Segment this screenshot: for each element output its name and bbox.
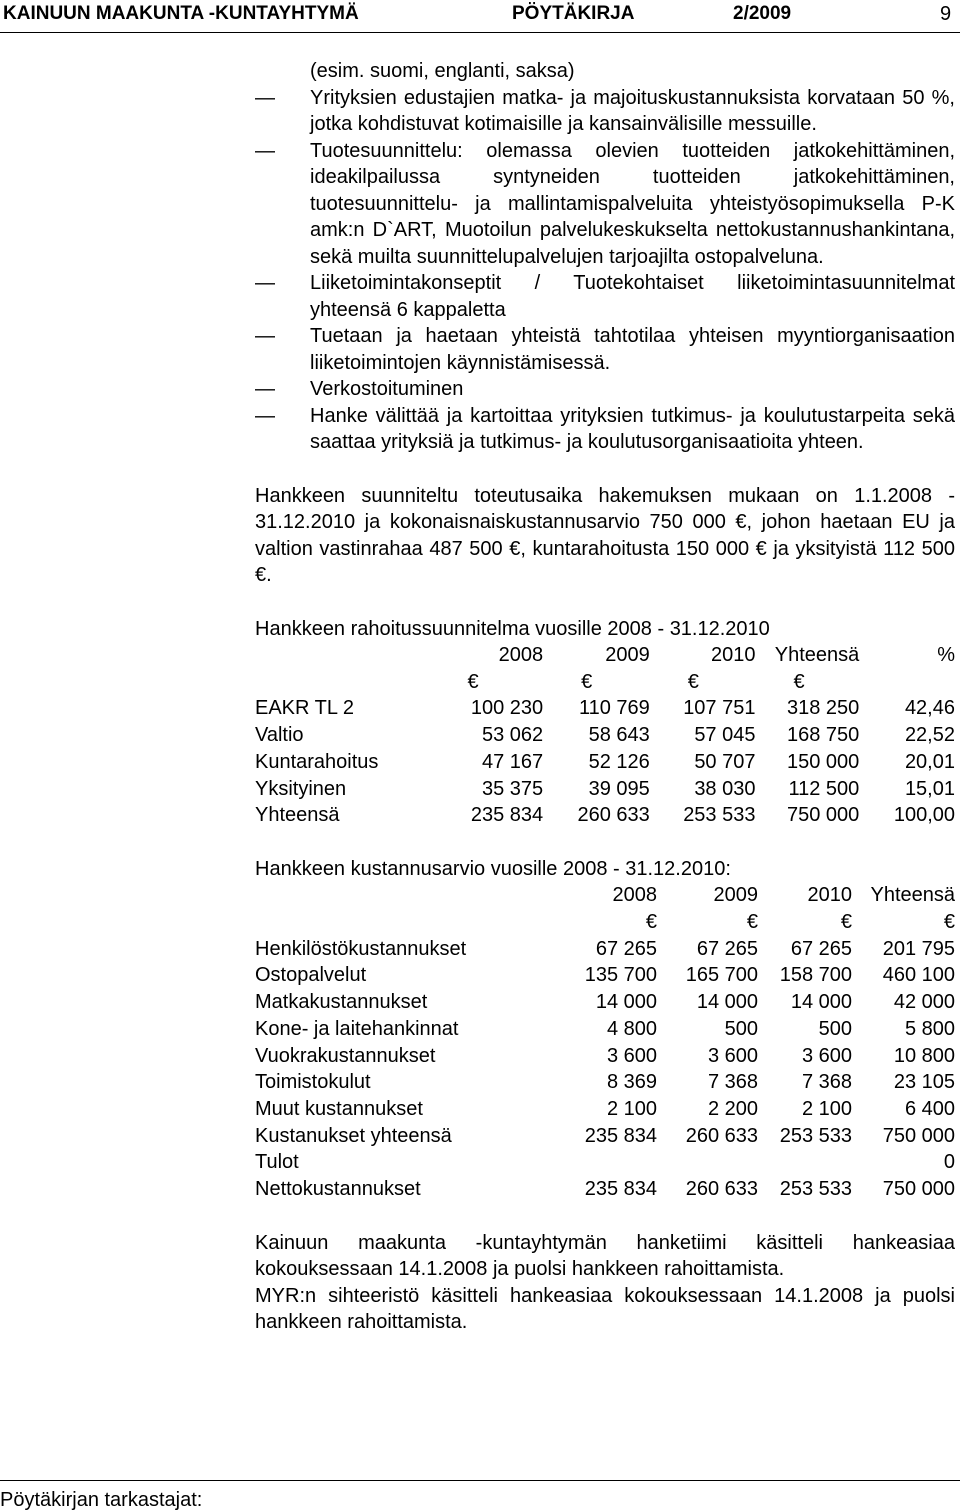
row-label: Matkakustannukset bbox=[255, 991, 428, 1014]
bullet-item bbox=[255, 323, 955, 376]
cell-value: 201 795 bbox=[882, 937, 955, 960]
cell-value: 20,01 bbox=[904, 750, 955, 773]
dash-marker: — bbox=[255, 378, 275, 400]
financing-title: Hankkeen rahoitussuunnitelma vuosille 2008 - 31.12.2010 bbox=[255, 617, 770, 640]
cell-value: 2 100 bbox=[606, 1097, 657, 1120]
cell-value: 100 230 bbox=[470, 697, 544, 720]
table-row bbox=[255, 775, 955, 802]
dash-marker: — bbox=[255, 272, 275, 294]
bullet-item bbox=[255, 138, 955, 271]
bullet-text: Verkostoituminen bbox=[310, 378, 464, 400]
bullet-text: Tuetaan ja haetaan yhteistä tahtotilaa yhteisen myyntiorganisaation liiketoimintojen käynnistämisessä. bbox=[310, 325, 955, 374]
row-label: EAKR TL 2 bbox=[255, 697, 354, 720]
cell-value: 57 045 bbox=[694, 724, 756, 747]
cell-value: 235 834 bbox=[584, 1124, 657, 1147]
bullet-list bbox=[255, 85, 955, 456]
cell-value: € bbox=[840, 911, 852, 934]
cell-value: 2008 bbox=[498, 644, 544, 667]
closing-paragraph-1: Kainuun maakunta -kuntayhtymän hanketiimi käsitteli hankeasiaa kokouksessaan 14.1.2008 ja puolsi hankkeen rahoittamista. bbox=[255, 1231, 955, 1281]
cell-value: 168 750 bbox=[787, 724, 860, 747]
intro-line: (esim. suomi, englanti, saksa) bbox=[310, 60, 575, 82]
cell-value: 135 700 bbox=[584, 964, 657, 987]
financing-table bbox=[255, 642, 955, 829]
cell-value: 100,00 bbox=[893, 804, 955, 827]
cell-value: 2009 bbox=[713, 884, 758, 907]
budget-table bbox=[255, 882, 955, 1202]
cell-value: 67 265 bbox=[696, 937, 758, 960]
table-row bbox=[255, 802, 955, 829]
cell-value: 67 265 bbox=[595, 937, 657, 960]
table-row bbox=[255, 1149, 955, 1176]
cell-value: 38 030 bbox=[694, 777, 756, 800]
cell-value: 260 633 bbox=[577, 804, 650, 827]
row-label: Kone- ja laitehankinnat bbox=[255, 1017, 459, 1040]
cell-value: 39 095 bbox=[588, 777, 650, 800]
bullet-text: Tuotesuunnittelu: olemassa olevien tuotteiden jatkokehittäminen, ideakilpailussa syntyneiden tuotteiden jatkokehittäminen, tuotesuunnittelu- ja mallintamispalveluita yhteistyösopimuksella P-K amk:n D`ART, Muotoilun palvelukeskukselta nettokustannushankintana, sekä muilta suunnittelupalvelujen tarjoajilta ostopalveluna. bbox=[310, 139, 955, 268]
cell-value: 0 bbox=[943, 1151, 955, 1174]
cell-value: 7 368 bbox=[801, 1071, 852, 1094]
bullet-item bbox=[255, 376, 955, 403]
table-row bbox=[255, 1016, 955, 1043]
cell-value: 2010 bbox=[807, 884, 852, 907]
bullet-text: Liiketoimintakonseptit / Tuotekohtaiset liiketoimintasuunnitelmat yhteensä 6 kappaletta bbox=[310, 272, 955, 321]
header-row bbox=[255, 642, 955, 669]
cell-value: 165 700 bbox=[685, 964, 758, 987]
cell-value: 500 bbox=[818, 1017, 852, 1040]
page-footer bbox=[0, 1480, 960, 1512]
table-row bbox=[255, 989, 955, 1016]
row-label: Kuntarahoitus bbox=[255, 750, 379, 773]
table-row bbox=[255, 1042, 955, 1069]
cell-value: 42,46 bbox=[904, 697, 955, 720]
cell-value: 2 100 bbox=[801, 1097, 852, 1120]
cell-value: € bbox=[581, 670, 593, 693]
cell-value: 112 500 bbox=[788, 777, 860, 800]
row-label: Yhteensä bbox=[255, 804, 340, 827]
cell-value: 42 000 bbox=[893, 991, 955, 1014]
cell-value: 2 200 bbox=[707, 1097, 758, 1120]
organization-name: KAINUUN MAAKUNTA -KUNTAYHTYMÄ bbox=[3, 3, 359, 24]
cell-value: 235 834 bbox=[470, 804, 544, 827]
row-label: Ostopalvelut bbox=[255, 964, 367, 987]
cell-value: 253 533 bbox=[779, 1124, 852, 1147]
document-number: 2/2009 bbox=[733, 3, 792, 24]
cell-value: 23 105 bbox=[893, 1071, 955, 1094]
cell-value: 4 800 bbox=[606, 1017, 657, 1040]
page-header bbox=[0, 0, 960, 33]
row-label: Vuokrakustannukset bbox=[255, 1044, 436, 1067]
cell-value: 2008 bbox=[612, 884, 657, 907]
table-row bbox=[255, 1096, 955, 1123]
row-label: Tulot bbox=[255, 1151, 299, 1174]
cell-value: 8 369 bbox=[606, 1071, 657, 1094]
row-label: Muut kustannukset bbox=[255, 1097, 423, 1120]
cell-value: 158 700 bbox=[779, 964, 852, 987]
cell-value: 150 000 bbox=[787, 750, 860, 773]
row-label: Nettokustannukset bbox=[255, 1177, 421, 1200]
bullet-text: Yrityksien edustajien matka- ja majoituskustannuksista korvataan 50 %, jotka kohdistuvat kotimaisille ja kansainvälisille messuille. bbox=[310, 86, 955, 135]
cell-value: 14 000 bbox=[790, 991, 852, 1014]
row-label: Valtio bbox=[255, 724, 304, 747]
unit-row bbox=[255, 669, 955, 696]
cell-value: 750 000 bbox=[882, 1124, 955, 1147]
cell-value: 3 600 bbox=[606, 1044, 657, 1067]
schedule-paragraph: Hankkeen suunniteltu toteutusaika hakemuksen mukaan on 1.1.2008 - 31.12.2010 ja kokonaisnaiskustannusarvio 750 000 €, johon haetaan EU ja valtion vastinrahaa 487 500 €, kuntarahoitusta 150 000 € ja yksityistä 112 500 €. bbox=[255, 484, 955, 586]
unit-row bbox=[255, 909, 955, 936]
cell-value: % bbox=[937, 644, 955, 667]
table-row bbox=[255, 1123, 955, 1150]
cell-value: 260 633 bbox=[685, 1124, 758, 1147]
row-label bbox=[255, 669, 430, 696]
dash-marker: — bbox=[255, 404, 275, 427]
cell-value: € bbox=[467, 670, 479, 693]
cell-value bbox=[859, 669, 955, 696]
bullet-text: Hanke välittää ja kartoittaa yrityksien tutkimus- ja koulutustarpeita sekä saattaa yrityksiä ja tutkimus- ja koulutusorganisaatioita yhteen. bbox=[310, 404, 955, 453]
bullet-item bbox=[255, 85, 955, 138]
row-label: Henkilöstökustannukset bbox=[255, 937, 467, 960]
cell-value: 14 000 bbox=[696, 991, 758, 1014]
cell-value: 235 834 bbox=[584, 1177, 657, 1200]
cell-value: 750 000 bbox=[882, 1177, 955, 1200]
cell-value: 67 265 bbox=[790, 937, 852, 960]
cell-value: € bbox=[687, 670, 699, 693]
table-row bbox=[255, 749, 955, 776]
cell-value bbox=[758, 1149, 852, 1176]
cell-value: 10 800 bbox=[893, 1044, 955, 1067]
page-number: 9 bbox=[940, 3, 952, 25]
cell-value: 3 600 bbox=[707, 1044, 758, 1067]
row-label bbox=[255, 642, 430, 669]
cell-value: 2010 bbox=[710, 644, 756, 667]
table-row bbox=[255, 936, 955, 963]
cell-value: 58 643 bbox=[588, 724, 650, 747]
cell-value: 7 368 bbox=[707, 1071, 758, 1094]
row-label: Yksityinen bbox=[255, 777, 347, 800]
cell-value: € bbox=[943, 911, 955, 934]
cell-value: 500 bbox=[724, 1017, 758, 1040]
document-body bbox=[255, 58, 955, 1336]
cell-value bbox=[657, 1149, 758, 1176]
cell-value: 460 100 bbox=[882, 964, 955, 987]
header-row bbox=[255, 882, 955, 909]
table-row bbox=[255, 722, 955, 749]
cell-value: 110 769 bbox=[578, 697, 650, 720]
cell-value: Yhteensä bbox=[774, 644, 860, 667]
cell-value: 15,01 bbox=[904, 777, 955, 800]
cell-value: € bbox=[793, 670, 805, 693]
cell-value: Yhteensä bbox=[870, 884, 955, 907]
row-label: Kustanukset yhteensä bbox=[255, 1124, 452, 1147]
cell-value: 750 000 bbox=[787, 804, 860, 827]
cell-value: € bbox=[746, 911, 758, 934]
cell-value: 3 600 bbox=[801, 1044, 852, 1067]
closing-paragraph-2: MYR:n sihteeristö käsitteli hankeasiaa kokouksessaan 14.1.2008 ja puolsi hankkeen rahoittamista. bbox=[255, 1284, 955, 1334]
cell-value: 253 533 bbox=[683, 804, 756, 827]
cell-value: 5 800 bbox=[904, 1017, 955, 1040]
cell-value: 14 000 bbox=[595, 991, 657, 1014]
cell-value: 107 751 bbox=[683, 697, 756, 720]
table-row bbox=[255, 1176, 955, 1203]
table-row bbox=[255, 695, 955, 722]
cell-value: 2009 bbox=[605, 644, 650, 667]
cell-value: 47 167 bbox=[481, 750, 544, 773]
cell-value bbox=[560, 1149, 657, 1176]
cell-value: 53 062 bbox=[481, 724, 544, 747]
table-row bbox=[255, 1069, 955, 1096]
row-label bbox=[255, 909, 560, 936]
cell-value: 52 126 bbox=[588, 750, 650, 773]
row-label bbox=[255, 882, 560, 909]
bullet-item bbox=[255, 270, 955, 323]
cell-value: 318 250 bbox=[787, 697, 860, 720]
cell-value: 260 633 bbox=[685, 1177, 758, 1200]
cell-value: 253 533 bbox=[779, 1177, 852, 1200]
cell-value: 6 400 bbox=[904, 1097, 955, 1120]
row-label: Toimistokulut bbox=[255, 1071, 371, 1094]
dash-marker: — bbox=[255, 139, 275, 162]
cell-value: € bbox=[645, 911, 657, 934]
document-type: PÖYTÄKIRJA bbox=[512, 3, 635, 24]
dash-marker: — bbox=[255, 325, 275, 347]
cell-value: 35 375 bbox=[481, 777, 544, 800]
footer-label: Pöytäkirjan tarkastajat: bbox=[0, 1489, 203, 1511]
cell-value: 50 707 bbox=[694, 750, 756, 773]
budget-title: Hankkeen kustannusarvio vuosille 2008 - 31.12.2010: bbox=[255, 857, 731, 880]
dash-marker: — bbox=[255, 86, 275, 109]
bullet-item bbox=[255, 403, 955, 456]
cell-value: 22,52 bbox=[904, 724, 955, 747]
table-row bbox=[255, 962, 955, 989]
